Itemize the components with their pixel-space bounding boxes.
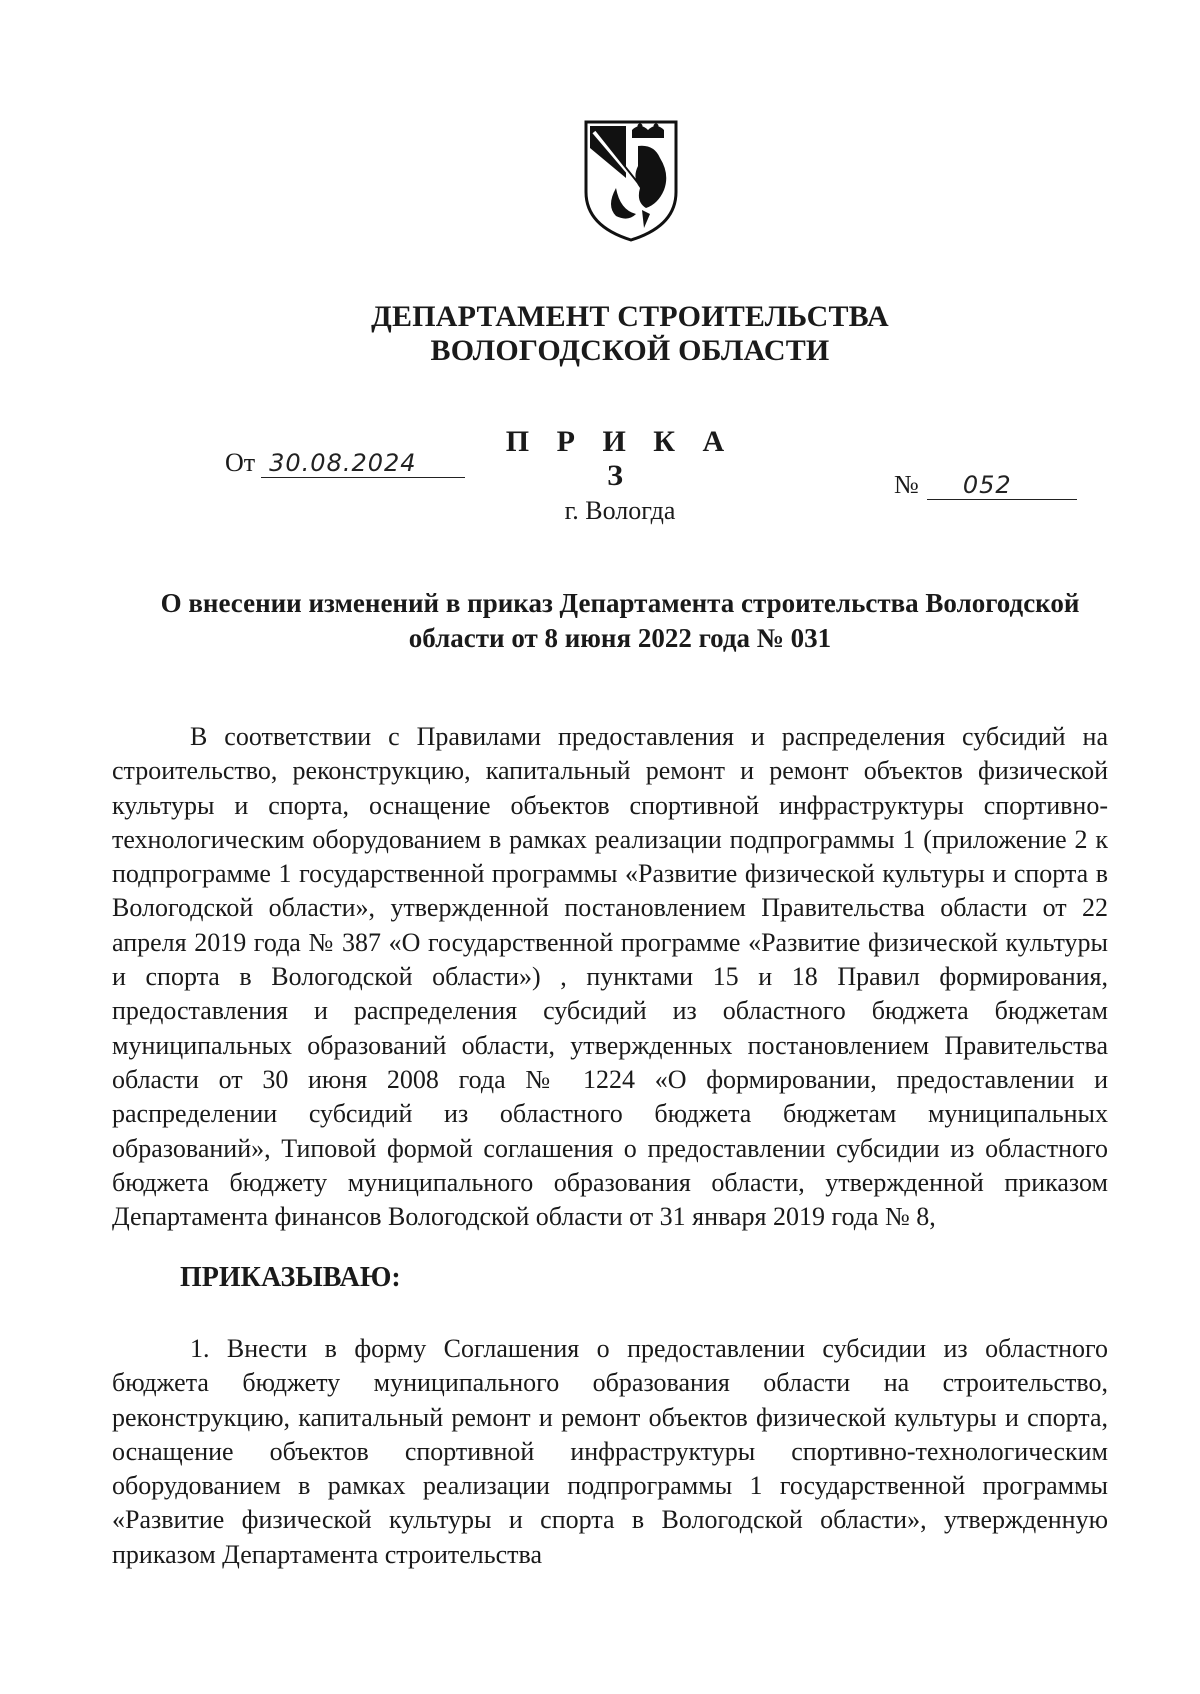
subject-line1: О внесении изменений в приказ Департамента строительства Вологодской: [160, 588, 1080, 618]
date-value: 30.08.2024: [261, 449, 465, 478]
order-title: П Р И К А З: [505, 425, 735, 492]
department-title-line1: ДЕПАРТАМЕНТ СТРОИТЕЛЬСТВА: [371, 300, 889, 333]
order-number: [894, 470, 1077, 500]
preamble-paragraph: В соответствии с Правилами предоставления и распределения субсидий на строительство, реконструкцию, капитальный ремонт и ремонт объектов физической культуры и спорта, оснащение объектов спортивной инфраструктуры спортивно-технологическим оборудованием в рамках реализации подпрограммы 1 (приложение 2 к подпрограмме 1 государственной программы «Развитие физической культуры и спорта в Вологодской области», утвержденной постановлением Правительства области от 22 апреля 2019 года № 387 «О государственной программе «Развитие физической культуры и спорта в Вологодской области») , пунктами 15 и 18 Правил формирования, предоставления и распределения субсидий из областного бюджета бюджетам муниципальных образований области, утвержденных постановлением Правительства области от 30 июня 2008 года № 1224 «О формировании, предоставлении и распределении субсидий из областного бюджета бюджетам муниципальных образований», Типовой формой соглашения о предоставлении субсидии из областного бюджета бюджету муниципального образования области, утвержденной приказом Департамента финансов Вологодской области от 31 января 2019 года № 8,: [112, 722, 1108, 1232]
department-title-line2: ВОЛОГОДСКОЙ ОБЛАСТИ: [430, 334, 830, 367]
vologda-oblast-coat-of-arms-icon: [580, 118, 682, 244]
city-line: г. Вологда: [564, 496, 676, 525]
department-title: [300, 300, 960, 368]
subject-line2: области от 8 июня 2022 года № 031: [408, 623, 832, 653]
order-date: [225, 448, 465, 478]
order-subject: [140, 586, 1100, 656]
number-value: 052: [927, 471, 1077, 500]
number-label: №: [894, 470, 919, 499]
directive-heading: ПРИКАЗЫВАЮ:: [180, 1262, 401, 1293]
item-1-paragraph: 1. Внести в форму Соглашения о предоставлении субсидии из областного бюджета бюджету муниципального образования области на строительство, реконструкцию, капитальный ремонт и ремонт объектов физической культуры и спорта, оснащение объектов спортивной инфраструктуры спортивно-технологическим оборудованием в рамках реализации подпрограммы 1 государственной программы «Развитие физической культуры и спорта в Вологодской области», утвержденную приказом Департамента строительства: [112, 1334, 1108, 1569]
date-label: От: [225, 448, 256, 477]
